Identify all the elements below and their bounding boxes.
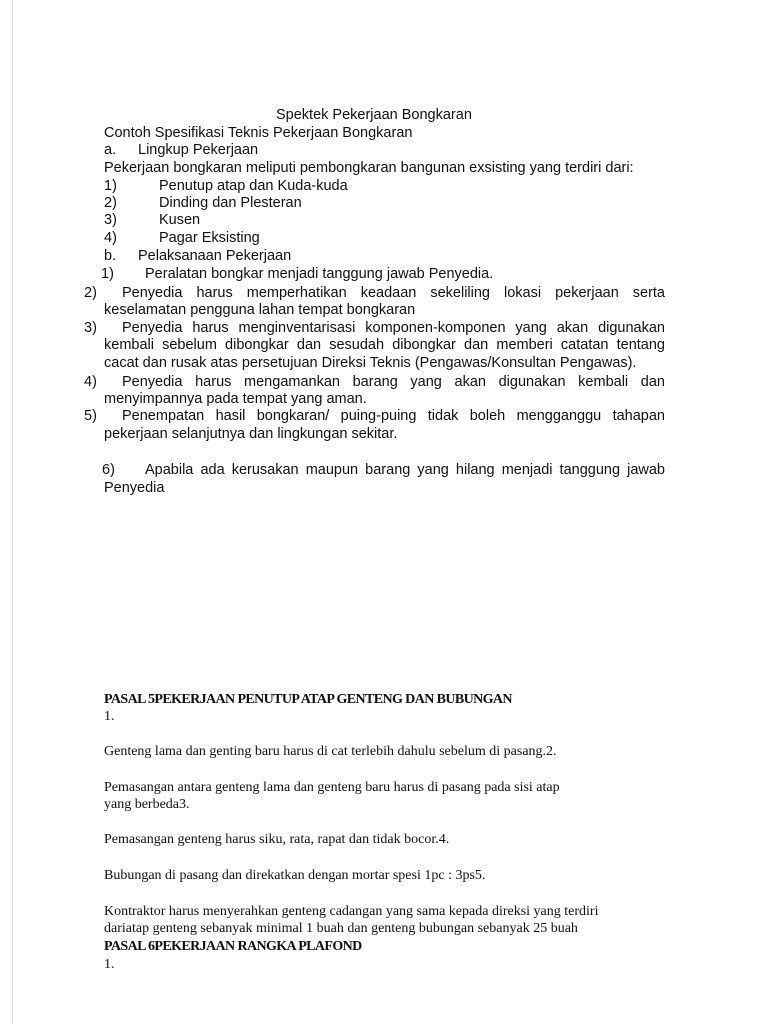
exec-item-number: 5) [84, 408, 97, 424]
heading-scope: Lingkup Pekerjaan [138, 142, 259, 158]
paragraph: yang berbeda3. [104, 797, 190, 812]
document-title: Spektek Pekerjaan Bongkaran [276, 107, 472, 123]
scope-intro: Pekerjaan bongkaran meliputi pembongkaran bangunan exsisting yang terdiri dari: [104, 160, 634, 176]
scope-item-text: Penutup atap dan Kuda-kuda [159, 178, 348, 194]
paragraph: Pemasangan genteng harus siku, rata, rapat dan tidak bocor.4. [104, 832, 450, 847]
paragraph: Bubungan di pasang dan direkatkan dengan mortar spesi 1pc : 3ps5. [104, 868, 486, 883]
pasal-6-number: 1. [104, 957, 115, 972]
paragraph: dariatap genteng sebanyak minimal 1 buah dan genteng bubungan sebanyak 25 buah [104, 921, 578, 936]
pasal-5-number: 1. [104, 709, 115, 724]
scope-item-text: Pagar Eksisting [159, 230, 260, 246]
document-subtitle: Contoh Spesifikasi Teknis Pekerjaan Bongkaran [104, 125, 413, 141]
exec-item-number: 6) [102, 462, 115, 478]
exec-item-number: 1) [101, 266, 114, 282]
exec-item-line: menyimpannya pada tempat yang aman. [104, 391, 367, 407]
exec-item-line: Apabila ada kerusakan maupun barang yang hilang menjadi tanggung jawab [145, 462, 665, 478]
pasal-6-title: PASAL 6PEKERJAAN RANGKA PLAFOND [104, 939, 362, 954]
exec-item-line: cacat dan rusak atas persetujuan Direksi Teknis (Pengawas/Konsultan Pengawas). [104, 355, 637, 371]
exec-item-line: Penyedia harus menginventarisasi komponen-komponen yang akan digunakan [122, 320, 665, 336]
exec-item-line: pekerjaan selanjutnya dan lingkungan sekitar. [104, 426, 398, 442]
paragraph: Pemasangan antara genteng lama dan genteng baru harus di pasang pada sisi atap [104, 780, 560, 795]
paragraph: Kontraktor harus menyerahkan genteng cadangan yang sama kepada direksi yang terdiri [104, 904, 599, 919]
exec-item-number: 3) [84, 320, 97, 336]
scope-item-text: Dinding dan Plesteran [159, 195, 302, 211]
scope-item-number: 4) [104, 230, 117, 246]
exec-item-line: Penyedia harus mengamankan barang yang akan digunakan kembali dan [122, 374, 665, 390]
scope-item-number: 1) [104, 178, 117, 194]
scope-item-number: 3) [104, 212, 117, 228]
exec-item-number: 2) [84, 285, 97, 301]
paragraph: Genteng lama dan genting baru harus di cat terlebih dahulu sebelum di pasang.2. [104, 744, 557, 759]
scope-item-number: 2) [104, 195, 117, 211]
exec-item-number: 4) [84, 374, 97, 390]
heading-execution: Pelaksanaan Pekerjaan [138, 248, 292, 264]
exec-item-line: kembali sebelum dibongkar dan sesudah dibongkar dan memberi catatan tentang [104, 337, 665, 353]
scope-item-text: Kusen [159, 212, 201, 228]
pasal-5-title: PASAL 5PEKERJAAN PENUTUP ATAP GENTENG DAN BUBUNGAN [104, 692, 512, 707]
exec-item-line: Penempatan hasil bongkaran/ puing-puing tidak boleh mengganggu tahapan [122, 408, 665, 424]
page-edge-line [12, 0, 13, 1024]
exec-item-text: Peralatan bongkar menjadi tanggung jawab Penyedia. [145, 266, 494, 282]
exec-item-line: keselamatan pengguna lahan tempat bongkaran [104, 302, 416, 318]
exec-item-line: Penyedia harus memperhatikan keadaan sekeliling lokasi pekerjaan serta [122, 285, 665, 301]
exec-item-line: Penyedia [104, 480, 165, 496]
list-marker-b: b. [104, 248, 117, 264]
list-marker-a: a. [104, 142, 117, 158]
